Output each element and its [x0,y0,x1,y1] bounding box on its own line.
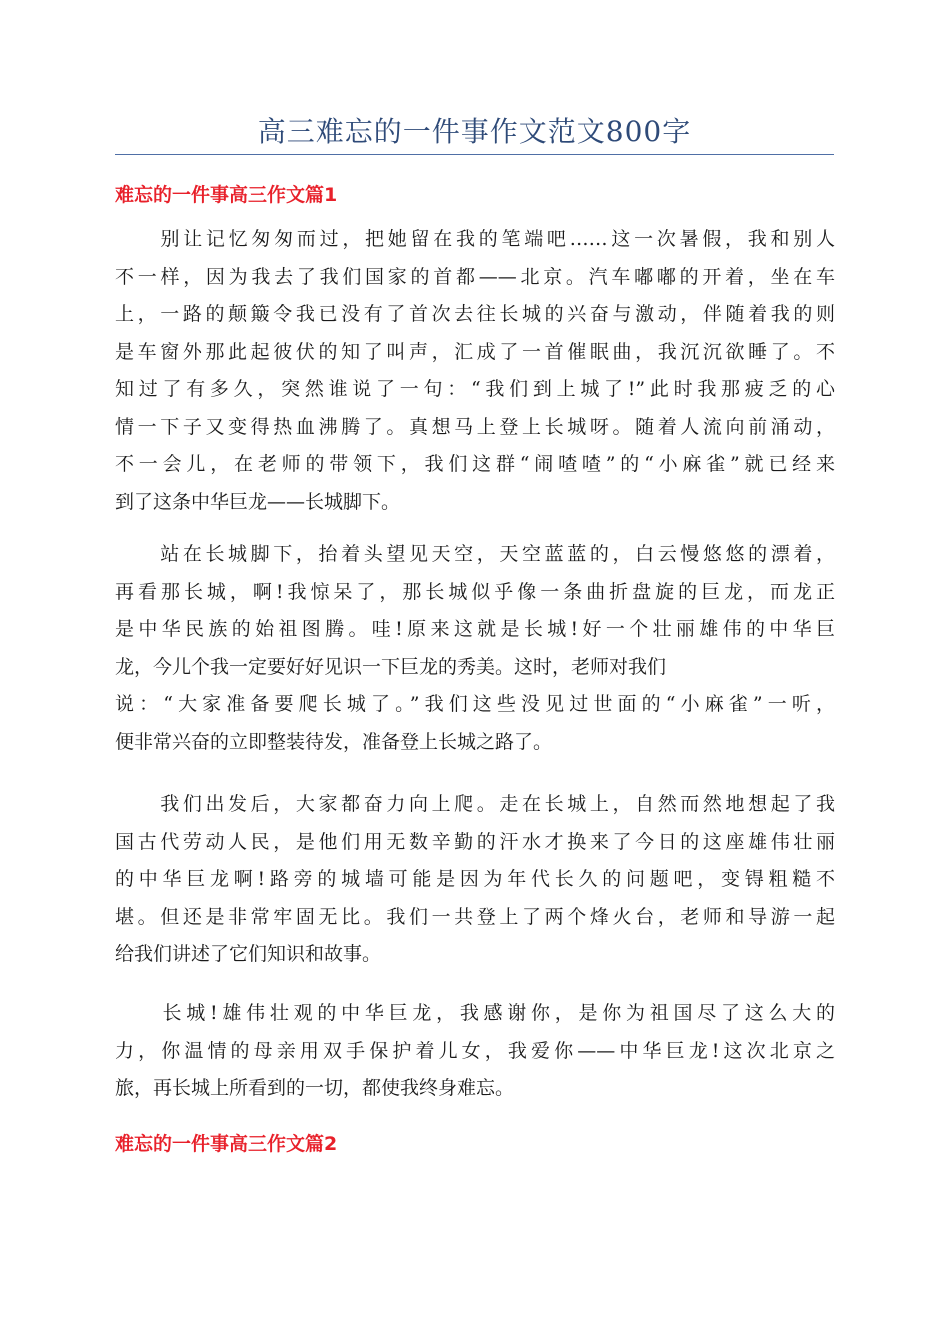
document-title: 高三难忘的一件事作文范文800字 [257,115,692,148]
paragraph-line: 再看那长城，啊!我惊呆了，那长城似乎像一条曲折盘旋的巨龙，而龙正 [115,580,835,603]
paragraph-line: 的中华巨龙啊!路旁的城墙可能是因为年代长久的问题吧，变锝粗糙不 [115,868,835,890]
title-underline [115,154,834,155]
paragraph-line: 别让记忆匆匆而过，把她留在我的笔端吧……这一次暑假，我和别人 [115,228,835,250]
paragraph-line: 堪。但还是非常牢固无比。我们一共登上了两个烽火台，老师和导游一起 [115,905,835,928]
paragraph-line: 国古代劳动人民，是他们用无数辛勤的汗水才换来了今日的这座雄伟壮丽 [115,830,835,853]
paragraph-line: 便非常兴奋的立即整装待发，准备登上长城之路了。 [115,730,553,753]
paragraph-line: 不一会儿，在老师的带领下，我们这群“闹喳喳”的“小麻雀”就已经来 [115,453,835,475]
paragraph-line: 说：“大家准备要爬长城了。”我们这些没见过世面的“小麻雀”一听， [115,693,835,715]
paragraph-line: 旅，再长城上所看到的一切，都使我终身难忘。 [115,1077,515,1099]
paragraph-line: 上，一路的颠簸令我已没有了首次去往长城的兴奋与激动，伴随着我的则 [115,303,835,325]
paragraph-line: 是车窗外那此起彼伏的知了叫声，汇成了一首催眠曲，我沉沉欲睡了。不 [115,340,835,363]
paragraph-line: 给我们讲述了它们知识和故事。 [115,943,382,965]
paragraph-line: 情一下子又变得热血沸腾了。真想马上登上长城呀。随着人流向前涌动， [115,415,835,438]
paragraph-line: 到了这条中华巨龙——长城脚下。 [115,490,401,513]
section-heading-2: 难忘的一件事高三作文篇2 [115,1133,338,1155]
paragraph-line: 龙，今儿个我一定要好好见识一下巨龙的秀美。这时，老师对我们 [115,655,667,678]
paragraph-line: 力，你温情的母亲用双手保护着儿女，我爱你——中华巨龙!这次北京之 [115,1039,835,1062]
paragraph-line: 是中华民族的始祖图腾。哇!原来这就是长城!好一个壮丽雄伟的中华巨 [115,618,835,640]
paragraph-line: 知过了有多久，突然谁说了一句：“我们到上城了!”此时我那疲乏的心 [115,378,835,400]
paragraph-line: 站在长城脚下，抬着头望见天空，天空蓝蓝的，白云慢悠悠的漂着， [115,543,835,565]
section-heading-1: 难忘的一件事高三作文篇1 [115,184,338,206]
paragraph-1 [115,221,835,521]
paragraph-line: 我们出发后，大家都奋力向上爬。走在长城上，自然而然地想起了我 [115,793,835,815]
paragraph-4 [115,995,835,1108]
paragraph-line: 不一样，因为我去了我们国家的首都——北京。汽车嘟嘟的开着，坐在车 [115,265,835,288]
paragraph-2 [115,536,835,761]
paragraph-3 [115,786,835,974]
paragraph-line: 长城!雄伟壮观的中华巨龙，我感谢你，是你为祖国尽了这么大的 [115,1002,835,1024]
